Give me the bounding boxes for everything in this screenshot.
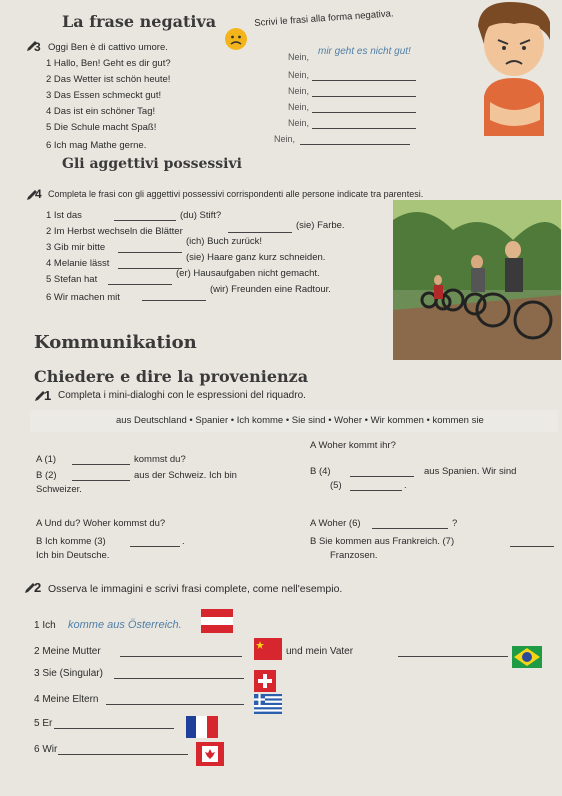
grumpy-face-icon [224,27,248,51]
grumpy-boy-illustration [470,0,562,136]
sentence-item: 4 Meine Eltern [34,694,99,705]
dialogue-line: . [182,536,185,547]
list-item-answer: Nein, [288,102,310,112]
dialogue-line: B Ich komme (3) [36,536,106,547]
sentence-item: 6 Wir [34,744,58,755]
answer-line[interactable] [228,222,292,233]
dialogue-line: B Sie kommen aus Frankreich. (7) [310,536,455,547]
section-subtitle: Chiedere e dire la provenienza [34,367,309,386]
exercise-number: 3 [34,40,41,54]
sentence-item: 5 Er [34,718,53,729]
answer-line[interactable] [118,242,182,253]
dialogue-line: aus Spanien. Wir sind [424,466,517,477]
answer-line[interactable] [510,536,554,547]
list-item-question: 3 Das Essen schmeckt gut! [46,90,162,101]
answer-line[interactable] [54,718,174,729]
list-item-end: (er) Hausaufgaben nicht gemacht. [176,268,320,279]
answer-line[interactable] [118,258,182,269]
dialogue-line: B (2) [36,470,57,481]
exercise-number: 2 [34,580,42,595]
dialogue-line: Schweizer. [36,484,82,495]
list-item-end: (sie) Farbe. [296,220,345,231]
exercise-number: 4 [35,187,42,201]
list-item-end: (ich) Buch zurück! [186,236,263,247]
exercise-instruction: Completa le frasi con gli aggettivi possessivi corrispondenti alle persone indicate tra parentesi. [48,189,424,199]
answer-line[interactable] [350,480,402,491]
dialogue-line: Franzosen. [330,550,378,561]
austria-flag-icon [201,609,233,633]
answer-line[interactable] [58,744,188,755]
list-item-start: 2 Im Herbst wechseln die Blätter [46,226,183,237]
list-item-question: 2 Das Wetter ist schön heute! [46,74,171,85]
sentence-item: 1 Ich [34,620,56,631]
answer-line[interactable] [398,646,508,657]
list-item-end: (du) Stift? [180,210,222,221]
cyclists-photo [393,200,561,360]
list-item-end: (wir) Freunden eine Radtour. [210,284,331,295]
answer-line[interactable] [130,536,180,547]
dialogue-line: A Woher kommt ihr? [310,440,396,451]
answer-line[interactable] [114,668,244,679]
list-item-answer: Nein, [274,134,296,144]
possessive-list [46,210,376,310]
dialogue-line: (5) [330,480,342,491]
answer-line[interactable] [72,470,130,481]
list-item-start: 3 Gib mir bitte [46,242,106,253]
list-item-question: 5 Die Schule macht Spaß! [46,122,157,133]
china-flag-icon [254,638,282,660]
canada-flag-icon [196,742,224,766]
list-item-start: 5 Stefan hat [46,274,98,285]
answer-line[interactable] [312,118,416,129]
exercise-instruction: Oggi Ben è di cattivo umore. [48,42,168,53]
exercise-number: 1 [44,388,52,403]
dialogue-line: aus der Schweiz. Ich bin [134,470,237,481]
dialogue-line: . [404,480,407,491]
sentence-item: 3 Sie (Singular) [34,668,103,679]
sentence-item: 2 Meine Mutter [34,646,101,657]
section-title-kommunikation: Kommunikation [34,332,197,353]
dialogue-line: ? [452,518,458,529]
dialogue-line: Ich bin Deutsche. [36,550,110,561]
answer-line[interactable] [106,694,244,705]
list-item-end: (sie) Haare ganz kurz schneiden. [186,252,326,263]
france-flag-icon [186,716,218,738]
answer-line[interactable] [312,102,416,113]
answer-line[interactable] [300,134,410,145]
dialogue-line: kommst du? [134,454,186,465]
answer-line[interactable] [350,466,414,477]
handwritten-answer: mir geht es nicht gut! [318,46,411,57]
handwritten-answer: komme aus Österreich. [68,619,182,631]
dialogue-line: A Und du? Woher kommst du? [36,518,166,529]
greece-flag-icon [254,694,282,714]
answer-line[interactable] [142,290,206,301]
answer-line[interactable] [120,646,242,657]
section-title-possessivi: Gli aggettivi possessivi [62,156,242,172]
expression-box [30,410,558,432]
list-item-question: 6 Ich mag Mathe gerne. [46,140,147,151]
expression-box-text: aus Deutschland • Spanier • Ich komme • Sie sind • Woher • Wir kommen • kommen sie [116,415,484,426]
section-title-negativa: La frase negativa [62,12,217,31]
answer-line[interactable] [312,86,416,97]
brazil-flag-icon [512,646,542,668]
dialogue-line: A Woher (6) [310,518,361,529]
list-item-start: 6 Wir machen mit [46,292,120,303]
list-item-question: 1 Hallo, Ben! Geht es dir gut? [46,58,171,69]
list-item-answer: Nein, [288,86,310,96]
dialogue-line: B (4) [310,466,331,477]
answer-line[interactable] [72,454,130,465]
list-item-answer: Nein, [288,70,310,80]
sentence-item: und mein Vater [286,646,354,657]
exercise-instruction-2: Scrivi le frasi alla forma negativa. [254,8,394,29]
list-item-answer: Nein, [288,52,310,62]
answer-line[interactable] [108,274,172,285]
dialogue-line: A (1) [36,454,57,465]
list-item-answer: Nein, [288,118,310,128]
exercise-instruction: Completa i mini-dialoghi con le espressioni del riquadro. [58,390,306,401]
answer-line[interactable] [372,518,448,529]
answer-line[interactable] [312,70,416,81]
answer-line[interactable] [114,210,176,221]
switzerland-flag-icon [254,670,276,692]
exercise-instruction: Osserva le immagini e scrivi frasi complete, come nell'esempio. [48,583,343,595]
list-item-start: 4 Melanie lässt [46,258,110,269]
list-item-start: 1 Ist das [46,210,82,221]
list-item-question: 4 Das ist ein schöner Tag! [46,106,156,117]
